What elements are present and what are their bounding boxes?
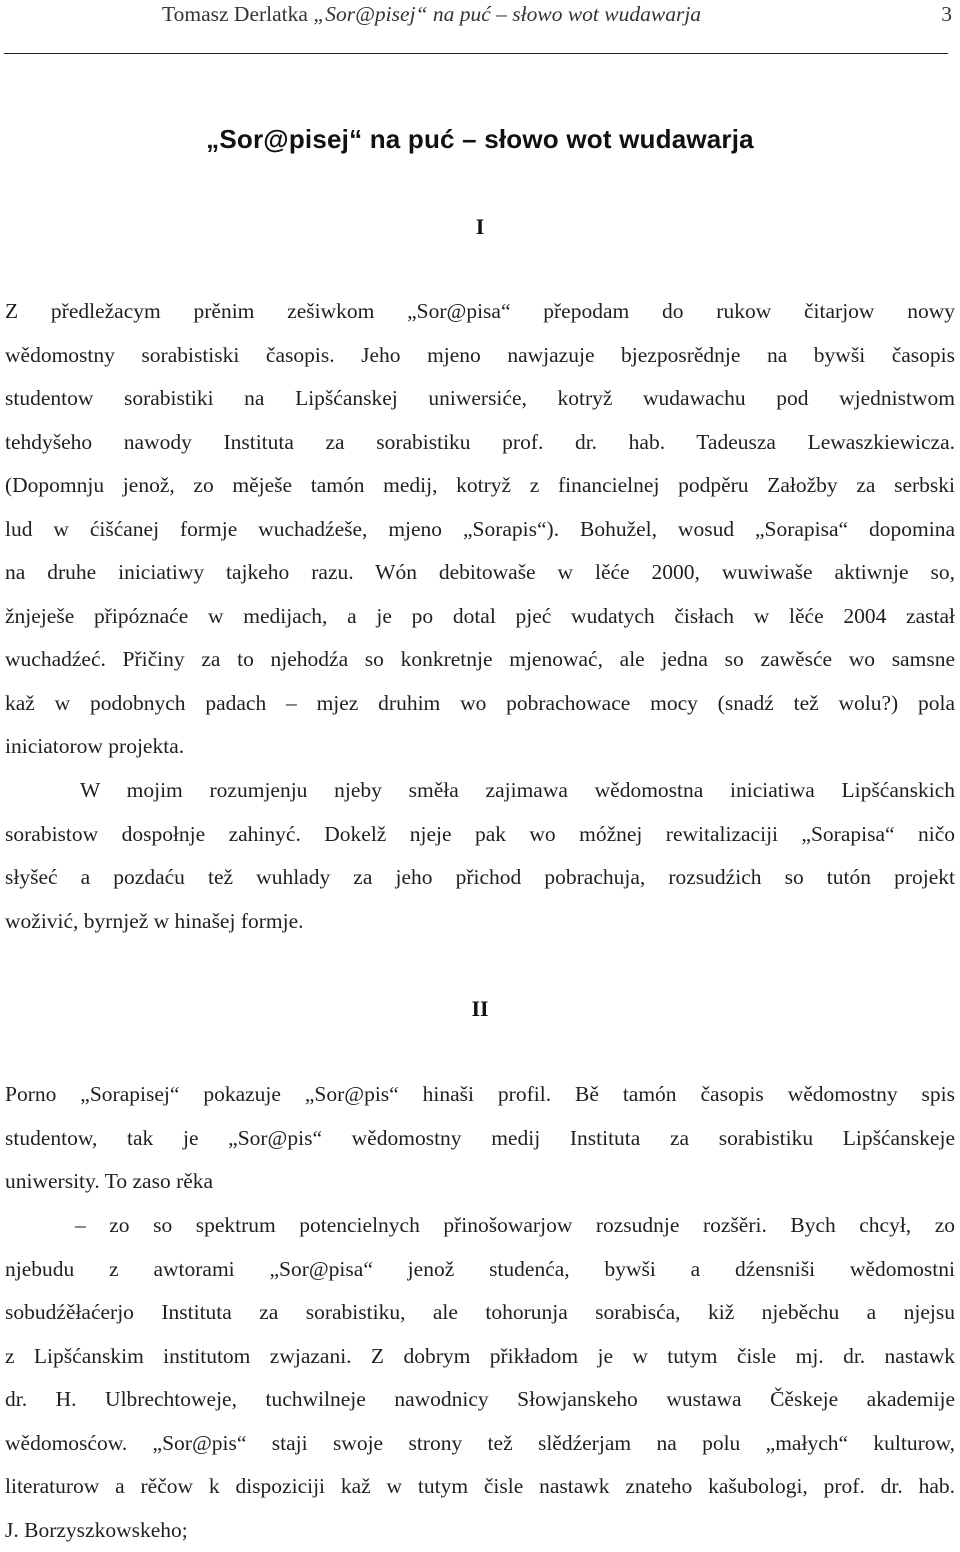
running-header-title xyxy=(162,2,701,27)
paragraph-line: dr. H. Ulbrechtoweje, tuchwilneje nawodnicy Słowjanskeho wustawa Čěskeje akademije xyxy=(5,1378,955,1422)
paragraph-line: literaturow a rěčow k dispoziciji kaž w tutym čisle nastawk znateho kašubologi, prof. dr. hab. xyxy=(5,1465,955,1509)
paragraph-line: kaž w podobnych padach – mjez druhim wo pobrachowace mocy (snadź tež wolu?) pola xyxy=(5,682,955,726)
paragraph-3 xyxy=(5,1073,955,1204)
paragraph-line: studentow sorabistiki na Lipšćanskej uniwersiće, kotryž wudawachu pod wjednistwom xyxy=(5,377,955,421)
running-header xyxy=(0,0,960,34)
paragraph-2 xyxy=(5,769,955,943)
paragraph-line: wědomosćow. „Sor@pis“ staji swoje strony tež slědźerjam na polu „małych“ kulturow, xyxy=(5,1422,955,1466)
paragraph-line: tehdyšeho nawody Instituta za sorabistiku prof. dr. hab. Tadeusza Lewaszkiewicza. xyxy=(5,421,955,465)
paragraph-line: Porno „Sorapisej“ pokazuje „Sor@pis“ hinaši profil. Bě tamón časopis wědomostny spis xyxy=(5,1073,955,1117)
paragraph-line: W mojim rozumjenju njeby směła zajimawa wědomostna iniciatiwa Lipšćanskich xyxy=(5,769,955,813)
paragraph-line: J. Borzyszkowskeho; xyxy=(5,1509,955,1552)
paragraph-line: wědomostny sorabistiski časopis. Jeho mjeno nawjazuje bjezposrědnje na bywši časopis xyxy=(5,334,955,378)
paragraph-line: na druhe iniciatiwy tajkeho razu. Wón debitowaše w lěće 2000, wuwiwaše aktiwnje so, xyxy=(5,551,955,595)
paragraph-line: njebudu z awtorami „Sor@pisa“ jenož studenća, bywši a dźensniši wědomostni xyxy=(5,1248,955,1292)
paragraph-line: z Lipšćanskim institutom zwjazani. Z dobrym přikładom je w tutym čisle mj. dr. nastawk xyxy=(5,1335,955,1379)
paragraph-line: (Dopomnju jenož, zo měješe tamón medij, kotryž z financielnej podpěru Załožby za serbski xyxy=(5,464,955,508)
document-title: „Sor@pisej“ na puć – słowo wot wudawarja xyxy=(0,124,960,155)
paragraph-1 xyxy=(5,290,955,769)
paragraph-line: słyšeć a pozdaću tež wuhlady za jeho přichod pobrachuja, rozsudźich so tutón projekt xyxy=(5,856,955,900)
paragraph-line: žnjeješe připóznaće w medijach, a je po dotal pjeć wudatych čisłach w lěće 2004 zastał xyxy=(5,595,955,639)
paragraph-line: – zo so spektrum potencielnych přinošowarjow rozsudnje rozšěri. Bych chcył, zo xyxy=(5,1204,955,1248)
paragraph-line: iniciatorow projekta. xyxy=(5,725,955,769)
paragraph-line: uniwersity. To zaso rěka xyxy=(5,1160,955,1204)
section-heading-1: I xyxy=(0,214,960,240)
paragraph-line: wuchadźeć. Přičiny za to njehodźa so konkretnje mjenować, ale jedna so zawěsće wo samsne xyxy=(5,638,955,682)
section-heading-2: II xyxy=(0,996,960,1022)
page-number: 3 xyxy=(941,2,952,27)
paragraph-line: lud w ćišćanej formje wuchadźeše, mjeno „Sorapis“). Bohužel, wosud „Sorapisa“ dopomina xyxy=(5,508,955,552)
paragraph-4 xyxy=(5,1204,955,1552)
running-header-author: Tomasz Derlatka xyxy=(162,2,313,26)
paragraph-line: woživić, byrnjež w hinašej formje. xyxy=(5,900,955,944)
running-header-title-italic: „Sor@pisej“ na puć – słowo wot wudawarja xyxy=(313,2,701,26)
paragraph-line: Z předležacym prěnim zešiwkom „Sor@pisa“ přepodam do rukow čitarjow nowy xyxy=(5,290,955,334)
paragraph-line: studentow, tak je „Sor@pis“ wědomostny medij Instituta za sorabistiku Lipšćanskeje xyxy=(5,1117,955,1161)
paragraph-line: sorabistow dospołnje zahinyć. Dokelž njeje pak wo móžnej rewitalizaciji „Sorapisa“ ničo xyxy=(5,813,955,857)
header-rule xyxy=(4,53,948,54)
paragraph-line: sobudźěłaćerjo Instituta za sorabistiku, ale tohorunja sorabisća, kiž njeběchu a njejsu xyxy=(5,1291,955,1335)
